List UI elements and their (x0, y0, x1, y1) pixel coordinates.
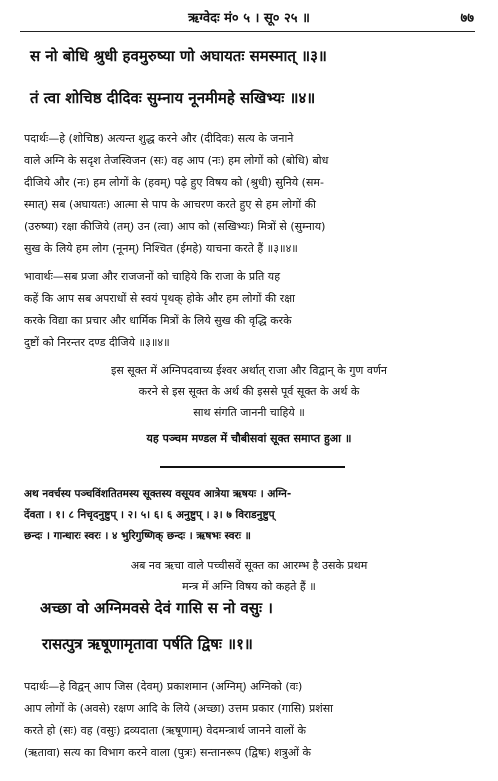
padartha-1-line-1: पदार्थः—हे (शोचिष्ठ) अत्यन्त शुद्ध करने और (दीदिवः) सत्य के जनाने (24, 132, 294, 145)
bhavartha-1-line-3: करके विद्या का प्रचार और धार्मिक मित्रों के लिये सुख की वृद्धि करके (24, 314, 292, 327)
verse-1-line-2: रासत्पुत्र ऋषूणामृतावा पर्षति द्विषः ॥१॥ (42, 635, 253, 653)
sukta-closing: यह पञ्चम मण्डल में चौबीसवां सूक्त समाप्त हुआ ॥ (146, 432, 352, 445)
padartha-1-line-5: (उरुष्या) रक्षा कीजिये (तम्) उन (त्वा) आप को (सखिभ्यः) मित्रों से (सुम्नाय) (24, 220, 326, 233)
verse-4: तं त्वा शोचिष्ठ दीदिवः सुम्नाय नूनमीमहे सखिभ्यः ॥४॥ (30, 89, 316, 107)
running-title: ऋग्वेदः मं० ५ । सू० २५ ॥ (188, 11, 310, 26)
header-rule (20, 31, 475, 32)
intro-block-2 (24, 555, 474, 597)
verse-1-line-1: अच्छा वो अग्निमवसे देवं गासि स नो वसुः । (40, 599, 273, 617)
padartha-1-line-2: वाले अग्नि के सदृश तेजस्विजन (सः) वह आप (नः) हम लोगों को (बोधि) बोध (24, 154, 329, 167)
padartha-1-line-4: स्मात्) सब (अघायतः) आत्मा से पाप के आचरण करते हुए से हम लोगों की (24, 198, 316, 211)
padartha-block-1 (24, 128, 474, 260)
section-divider (160, 466, 345, 468)
sangati-1-line-3: साथ संगति जाननी चाहिये ॥ (193, 406, 305, 419)
bhavartha-1-line-2: कहें कि आप सब अपराधों से स्वयं पृथक् होके और हम लोगों की रक्षा (24, 292, 295, 305)
page-header (0, 4, 498, 28)
padartha-1-line-6: सुख के लिये हम लोग (नूनम्) निश्चित (ईमहे) याचना करते हैं ॥३॥४॥ (24, 242, 298, 255)
verse-3: स नो बोधि श्रुधी हवमुरुष्या णो अघायतः समस्मात् ॥३॥ (30, 47, 327, 65)
sangati-1-line-1: इस सूक्त में अग्निपदवाच्य ईश्वर अर्थात् राजा और विद्वान् के गुण वर्णन (110, 364, 388, 377)
meta-line-2: र्देवता । १। ८ निचृदनुष्टुप् । २। ५। ६। ६ अनुष्टुप् । ३। ७ विराडनुष्टुप् (24, 509, 275, 521)
sangati-1-line-2: करने से इस सूक्त के अर्थ की इससे पूर्व सूक्त के अर्थ के (138, 385, 360, 398)
padartha-2-line-3: करते हो (सः) वह (वसुः) द्रव्यदाता (ऋषूणाम्) वेदमन्त्रार्थ जानने वालों के (24, 724, 306, 737)
padartha-2-line-4: (ऋतावा) सत्य का विभाग करने वाला (पुत्रः) सन्तानरूप (द्विषः) शत्रुओं के (24, 746, 311, 759)
padartha-2-line-1: पदार्थः—हे विद्वन् आप जिस (देवम्) प्रकाशमान (अग्निम्) अग्निको (वः) (24, 680, 303, 693)
bhavartha-1-line-1: भावार्थः—सब प्रजा और राजजनों को चाहिये कि राजा के प्रति यह (24, 270, 281, 283)
padartha-block-2 (24, 676, 474, 764)
meta-line-3: छन्दः । गान्धारः स्वरः । ४ भुरिगुष्णिक् छन्दः । ऋषभः स्वरः ॥ (24, 530, 251, 542)
intro-2-line-2: मन्त्र में अग्नि विषय को कहते हैं ॥ (182, 580, 316, 593)
bhavartha-block-1 (24, 266, 474, 354)
sukta-meta-block (24, 484, 474, 547)
padartha-1-line-3: दीजिये और (नः) हम लोगों के (हवम्) पढ़े हुए विषय को (श्रुधी) सुनिये (सम- (24, 176, 324, 189)
padartha-2-line-2: आप लोगों के (अवसे) रक्षण आदि के लिये (अच्छा) उत्तम प्रकार (गासि) प्रशंसा (24, 702, 333, 715)
meta-line-1: अथ नवर्चस्य पञ्चविंशतितमस्य सूक्तस्य वसूयव आत्रेया ऋषयः । अग्नि- (24, 488, 292, 500)
page-number: ७७ (460, 11, 474, 26)
bhavartha-1-line-4: दुष्टों को निरन्तर दण्ड दीजिये ॥३॥४॥ (24, 336, 170, 349)
intro-2-line-1: अब नव ऋचा वाले पच्चीसवें सूक्त का आरम्भ है उसके प्रथम (130, 559, 368, 572)
sangati-block-1 (24, 360, 474, 449)
